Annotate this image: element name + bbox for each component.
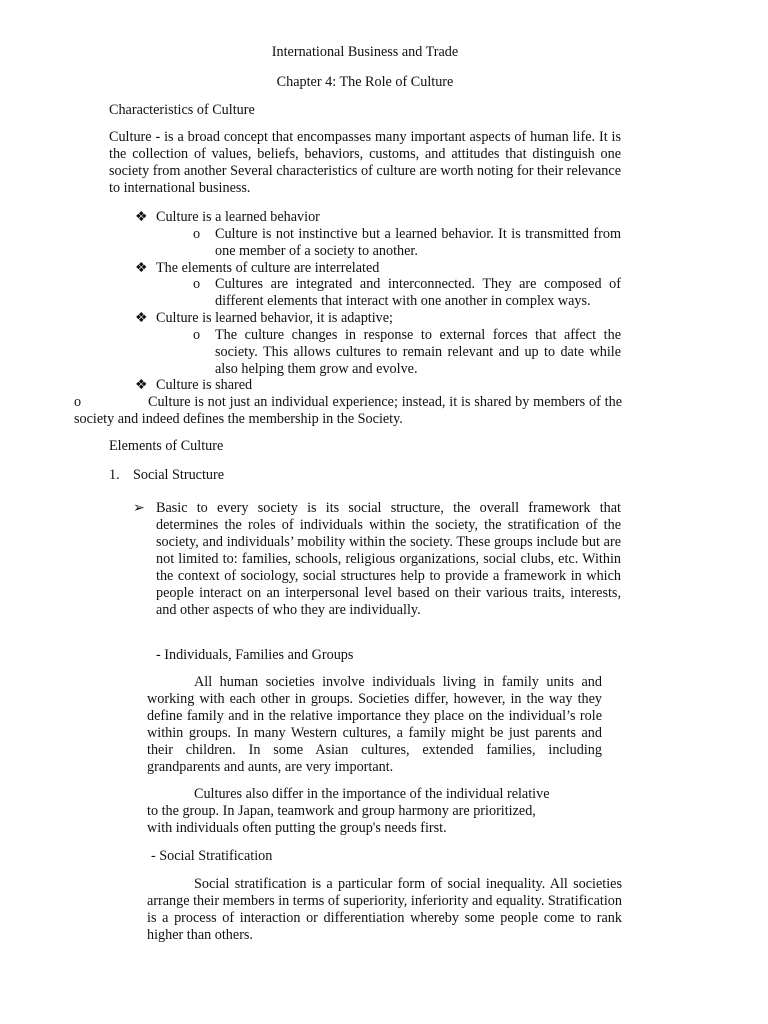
characteristics-heading: Characteristics of Culture bbox=[109, 102, 255, 118]
families-paragraph-line: Cultures also differ in the importance of the individual relative bbox=[194, 786, 550, 802]
culture-definition: Culture - is a broad concept that encompasses many important aspects of human life. It is the collection of values, beliefs, behaviors, customs, and attitudes that distinguish one society from another Several characteristics of culture are worth noting for their relevance to international business. bbox=[109, 129, 621, 196]
course-title: International Business and Trade bbox=[271, 44, 459, 60]
characteristic-title: Culture is shared bbox=[156, 377, 253, 393]
families-paragraph: All human societies involve individuals living in family units and working with each other in groups. Societies differ, however, in the way they define family and in the relative importance they place on the individual’s role within groups. In many Western cultures, a family might be just parents and their children. In some Asian cultures, extended families, including grandparents and aunts, are very important. bbox=[147, 674, 602, 775]
circle-bullet-icon: o bbox=[193, 226, 201, 242]
characteristic-detail: Culture is not instinctive but a learned behavior. It is transmitted from one member of a society to another. bbox=[215, 226, 621, 259]
characteristic-detail: The culture changes in response to external forces that affect the society. This allows cultures to remain relevant and up to date while also helping them grow and evolve. bbox=[215, 327, 621, 377]
characteristic-title: Culture is learned behavior, it is adaptive; bbox=[156, 310, 394, 326]
diamond-bullet-icon: ❖ bbox=[135, 209, 148, 225]
diamond-bullet-icon: ❖ bbox=[135, 310, 148, 326]
chapter-title: Chapter 4: The Role of Culture bbox=[276, 74, 454, 90]
families-paragraph-line: to the group. In Japan, teamwork and group harmony are prioritized, bbox=[147, 803, 536, 819]
families-paragraph-line: with individuals often putting the group's needs first. bbox=[147, 820, 447, 836]
arrow-bullet-icon: ➢ bbox=[133, 500, 145, 516]
social-structure-text: Basic to every society is its social structure, the overall framework that determines the roles of individuals within the society, the stratification of the society, and individuals’ mobility within the society. These groups include but are not limited to: families, schools, religious organizations, social clubs, etc. Within the context of sociology, social structures help to provide a framework in which people interact on an interpersonal level based on their various traits, interests, and other aspects of who they are individually. bbox=[156, 500, 621, 618]
elements-heading: Elements of Culture bbox=[109, 438, 224, 454]
section-number: 1. bbox=[109, 467, 120, 483]
stratification-paragraph: Social stratification is a particular form of social inequality. All societies arrange their members in terms of superiority, inferiority and equality. Stratification is a process of interaction or differentiation whereby some people come to rank higher than others. bbox=[147, 876, 622, 943]
families-heading: - Individuals, Families and Groups bbox=[156, 647, 354, 663]
diamond-bullet-icon: ❖ bbox=[135, 377, 148, 393]
circle-bullet-icon: o bbox=[193, 276, 201, 292]
characteristic-detail: Culture is not just an individual experience; instead, it is shared by members of the society and indeed defines the membership in the Society. bbox=[74, 394, 622, 427]
stratification-heading: - Social Stratification bbox=[151, 848, 273, 864]
characteristic-detail: Cultures are integrated and interconnected. They are composed of different elements that interact with one another in complex ways. bbox=[215, 276, 621, 309]
diamond-bullet-icon: ❖ bbox=[135, 260, 148, 276]
circle-bullet-icon: o bbox=[193, 327, 201, 343]
characteristic-title: Culture is a learned behavior bbox=[156, 209, 320, 225]
circle-bullet-icon: o bbox=[74, 394, 82, 410]
characteristic-title: The elements of culture are interrelated bbox=[156, 260, 380, 276]
section-title: Social Structure bbox=[133, 467, 225, 483]
